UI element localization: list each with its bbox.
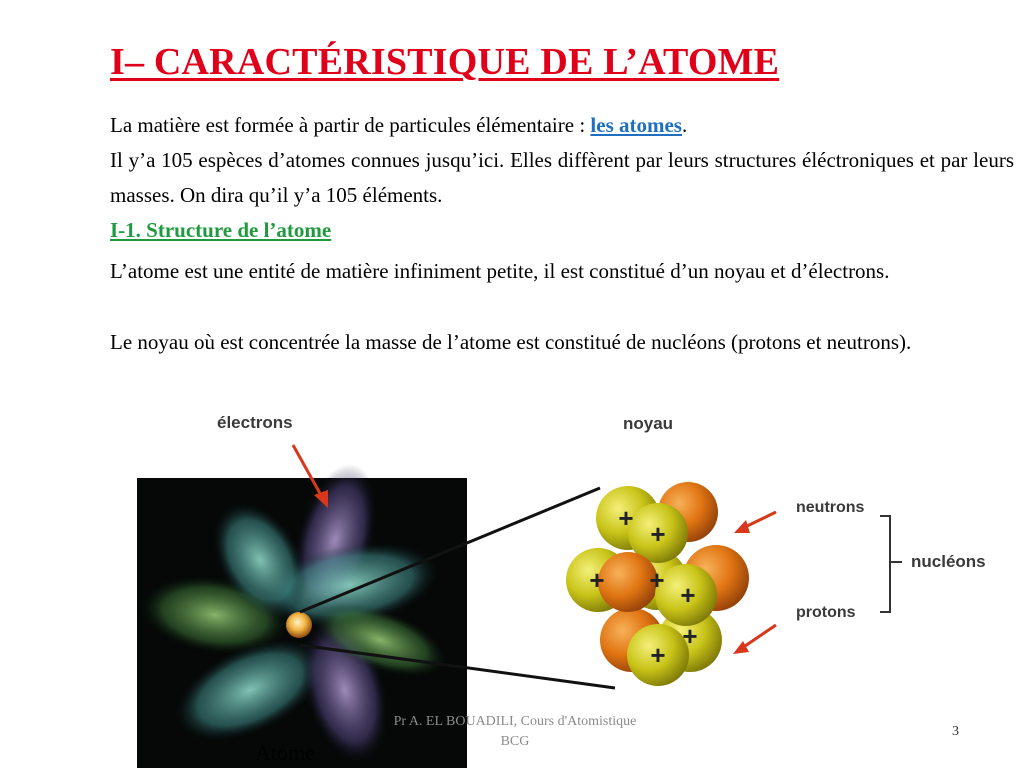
footer (360, 712, 670, 752)
atom-caption: Atome (255, 740, 315, 765)
footer-author: Pr A. EL BOUADILI, Cours d'Atomistique (393, 714, 637, 729)
neutrons-arrow (734, 512, 776, 533)
paragraph-structure: L’atome est une entité de matière infiniment petite, il est constitué d’un noyau et d’électrons. (110, 259, 890, 283)
footer-course: BCG (500, 734, 530, 749)
nucleons-bracket (880, 516, 902, 612)
paragraph-nucleus: Le noyau où est concentrée la masse de l’atome est constitué de nucléons (protons et neutrons). (110, 330, 912, 354)
atoms-link[interactable]: les atomes (590, 113, 682, 137)
paragraph-intro-end: . (681, 113, 688, 137)
proton-plus-symbol: + (649, 565, 665, 595)
label-nucleons: nucléons (911, 552, 986, 571)
paragraph-species: Il y’a 105 espèces d’atomes connues jusqu’ici. Elles diffèrent par leurs structures éléctroniques et par leurs masses. On dira qu’il y’a 105 éléments. (110, 148, 1014, 207)
paragraph-intro-text: La matière est formée à partir de particules élémentaire : (110, 113, 591, 137)
proton-plus-symbol: + (650, 519, 666, 549)
proton-plus-symbol: + (589, 565, 605, 595)
proton-plus-symbol: + (618, 503, 634, 533)
proton-plus-symbol: + (680, 580, 696, 610)
atom-nucleus-dot (286, 612, 312, 638)
label-protons: protons (796, 604, 856, 621)
label-neutrons: neutrons (796, 499, 865, 516)
section-subheading: I-1. Structure de l’atome (110, 218, 332, 242)
slide-title: I– CARACTÉRISTIQUE DE L’ATOME (110, 41, 780, 83)
proton-plus-symbol: + (650, 640, 666, 670)
label-noyau: noyau (623, 414, 674, 433)
nucleus-illustration (566, 482, 749, 686)
page-number: 3 (952, 724, 959, 739)
proton-plus-symbol: + (682, 621, 698, 651)
protons-arrow (733, 625, 776, 654)
label-electrons: électrons (217, 413, 293, 432)
